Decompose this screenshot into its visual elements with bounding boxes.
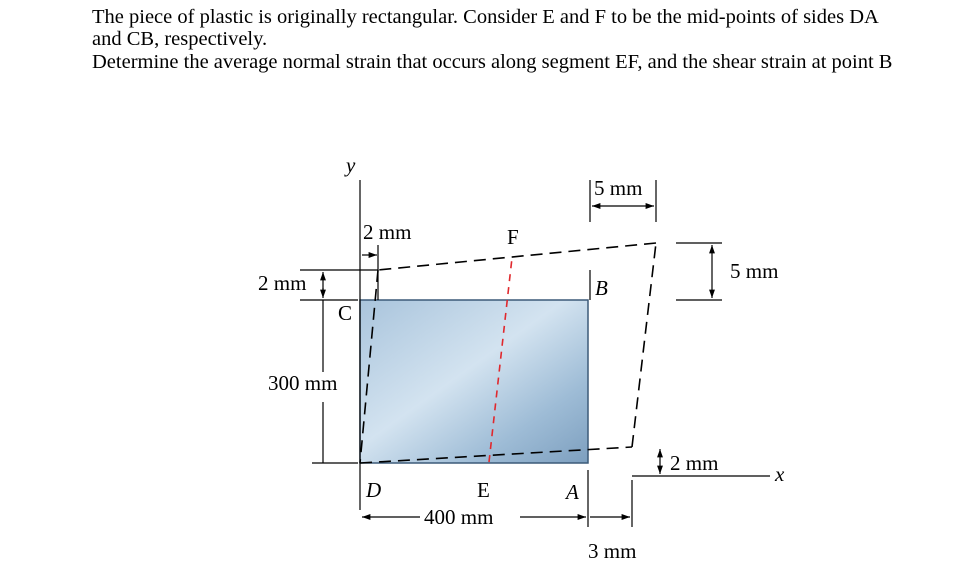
dim-top-shift-label: 2 mm — [363, 220, 412, 244]
original-plate — [360, 300, 588, 463]
point-b-label: B — [595, 276, 608, 300]
dim-a-rise-label: 2 mm — [670, 451, 719, 475]
point-d-label: D — [366, 478, 382, 502]
point-c-label: C — [338, 301, 353, 325]
dim-a-shift-label: 3 mm — [588, 539, 637, 563]
dim-b-shift-label: 5 mm — [594, 176, 643, 200]
point-e-label: E — [477, 478, 490, 502]
point-f-label: F — [507, 225, 519, 249]
dim-b-rise-label: 5 mm — [730, 259, 779, 283]
dim-left-rise-label: 2 mm — [258, 271, 307, 295]
question-statement-1: The piece of plastic is originally rectangular. Consider E and F to be the mid-points of sides DA and CB, respectively. — [92, 6, 878, 50]
question-statement-2: Determine the average normal strain that occurs along segment EF, and the shear strain at point B — [92, 51, 893, 73]
dim-height-label: 300 mm — [268, 371, 338, 395]
x-axis-label: x — [775, 462, 785, 486]
point-a-label: A — [566, 480, 579, 504]
y-axis-label: y — [346, 153, 356, 177]
dim-width-label: 400 mm — [424, 505, 494, 529]
